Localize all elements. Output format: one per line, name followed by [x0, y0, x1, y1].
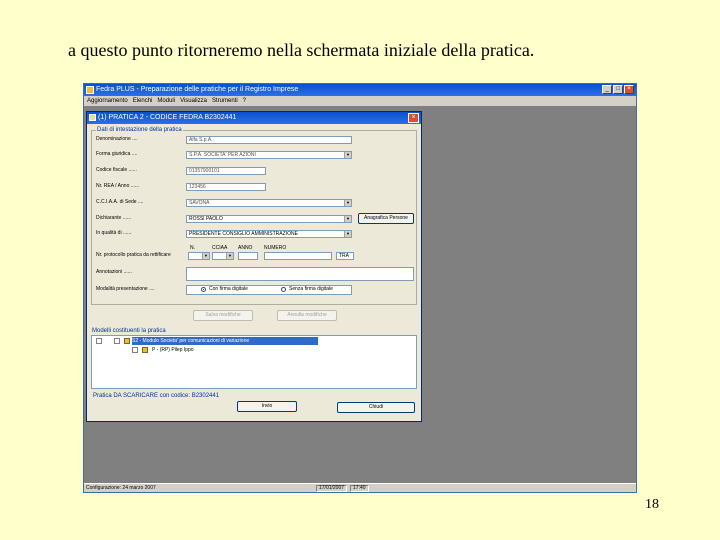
- chevron-down-icon: ▼: [202, 253, 209, 259]
- minimize-icon[interactable]: _: [602, 85, 612, 94]
- slide-caption: a questo punto ritorneremo nella schermata iniziale della pratica.: [68, 40, 535, 60]
- menu-bar: [84, 96, 636, 106]
- qualita-label: In qualità di ......: [96, 230, 132, 236]
- chevron-down-icon: ▼: [344, 216, 351, 222]
- forma-giuridica-label: Forma giuridica ....: [96, 151, 138, 157]
- dialog-title: (1) PRATICA 2 - CODICE FEDRA B2302441: [98, 114, 237, 121]
- rea-field[interactable]: 123456: [186, 183, 266, 191]
- moduli-tree: [91, 335, 417, 389]
- dialog-close-icon[interactable]: ×: [408, 113, 419, 123]
- chiudi-button[interactable]: Chiudi: [337, 402, 415, 413]
- chevron-down-icon: ▼: [344, 231, 351, 237]
- app-title-bar: [84, 84, 636, 96]
- intestazione-group: [91, 127, 417, 305]
- rea-label: Nr. REA / Anno ......: [96, 183, 140, 189]
- protocol-col-anno: ANNO: [238, 245, 253, 251]
- intestazione-group-title: Dati di intestazione della pratica: [97, 127, 182, 133]
- page-number: 18: [645, 497, 659, 512]
- module-icon: [124, 338, 130, 344]
- app-title: Fedra PLUS - Preparazione delle pratiche per il Registro Imprese: [96, 86, 299, 93]
- dialog-icon: [89, 114, 96, 121]
- protocol-col-n: N.: [190, 245, 195, 251]
- fedra-app-window: [83, 83, 637, 493]
- scarica-label: Pratica DA SCARICARE con codice: B2302441: [93, 393, 220, 399]
- modalita-label: Modalità presentazione ....: [96, 286, 155, 292]
- tree-expand-box[interactable]: [96, 338, 102, 344]
- tree-checkbox[interactable]: [114, 338, 120, 344]
- module-icon: [142, 347, 148, 353]
- radio-senza-firma-label: Senza firma digitale: [289, 286, 333, 292]
- codice-fiscale-label: Codice fiscale ......: [96, 167, 137, 173]
- radio-senza-firma[interactable]: [281, 287, 286, 292]
- status-time: 17:40: [350, 485, 369, 492]
- tree-item[interactable]: P - (RP) Pilep Ippo: [152, 347, 194, 353]
- annulla-modifiche-button[interactable]: Annulla modifiche: [277, 310, 337, 321]
- menu-item[interactable]: Strumenti: [211, 98, 238, 104]
- protocol-col-cciaa: CCIAA: [212, 245, 228, 251]
- protocol-numero-field[interactable]: [264, 252, 332, 260]
- radio-con-firma[interactable]: [201, 287, 206, 292]
- modalita-box: [186, 285, 352, 295]
- anagrafica-persone-button[interactable]: Anagrafica Persone: [358, 213, 414, 224]
- dichiarante-select[interactable]: ROSSI PAOLO ▼: [186, 215, 352, 223]
- menu-item[interactable]: Visualizza: [180, 98, 207, 104]
- menu-item[interactable]: ?: [242, 98, 247, 104]
- protocol-col-numero: NUMERO: [264, 245, 287, 251]
- status-config: Configurazione: 24 marzo 2007: [86, 485, 156, 491]
- fedra-logo-icon: [86, 86, 94, 94]
- dialog-title-bar: [87, 112, 421, 124]
- protocol-n-select[interactable]: [188, 252, 210, 260]
- chevron-down-icon: ▼: [344, 200, 351, 206]
- qualita-select[interactable]: PRESIDENTE CONSIGLIO AMMINISTRAZIONE ▼: [186, 230, 352, 238]
- chevron-down-icon: ▼: [226, 253, 233, 259]
- salva-modifiche-button[interactable]: Salva modifiche: [193, 310, 253, 321]
- protocol-tra-field[interactable]: TRA: [336, 252, 354, 260]
- pratica-dialog: [86, 111, 422, 422]
- moduli-group-title: Modelli costituenti la pratica: [92, 328, 166, 334]
- status-bar: [84, 483, 636, 492]
- annotazioni-label: Annotazioni ......: [96, 269, 132, 275]
- menu-item[interactable]: Moduli: [157, 98, 176, 104]
- menu-item[interactable]: Elenchi: [132, 98, 153, 104]
- denominazione-field[interactable]: Alfa S.p.A.: [186, 136, 352, 144]
- dichiarante-label: Dichiarante ......: [96, 215, 132, 221]
- cciaa-label: C.C.I.A.A. di Sede ....: [96, 199, 144, 205]
- chevron-down-icon: ▼: [344, 152, 351, 158]
- forma-giuridica-select[interactable]: S.P.A. SOCIETA' PER AZIONI ▼: [186, 151, 352, 159]
- tree-checkbox[interactable]: [132, 347, 138, 353]
- invio-button[interactable]: Invio: [237, 401, 297, 412]
- moduli-group: [91, 330, 417, 380]
- codice-fiscale-field[interactable]: 01357900101: [186, 167, 266, 175]
- close-icon[interactable]: ×: [624, 85, 634, 94]
- protocollo-label: Nr. protocollo pratica da rettificare: [96, 252, 171, 258]
- tree-item[interactable]: S2 - Modulo Societa' per comunicazioni di variazione: [132, 337, 318, 345]
- status-date: 17/01/2007: [316, 485, 347, 492]
- denominazione-label: Denominazione ....: [96, 136, 138, 142]
- protocol-cciaa-select[interactable]: [212, 252, 234, 260]
- protocol-anno-field[interactable]: [238, 252, 258, 260]
- cciaa-select[interactable]: SAVONA ▼: [186, 199, 352, 207]
- menu-item[interactable]: Aggiornamento: [87, 98, 128, 104]
- radio-con-firma-label: Con firma digitale: [209, 286, 248, 292]
- maximize-icon[interactable]: □: [613, 85, 623, 94]
- annotazioni-textarea[interactable]: [186, 267, 414, 281]
